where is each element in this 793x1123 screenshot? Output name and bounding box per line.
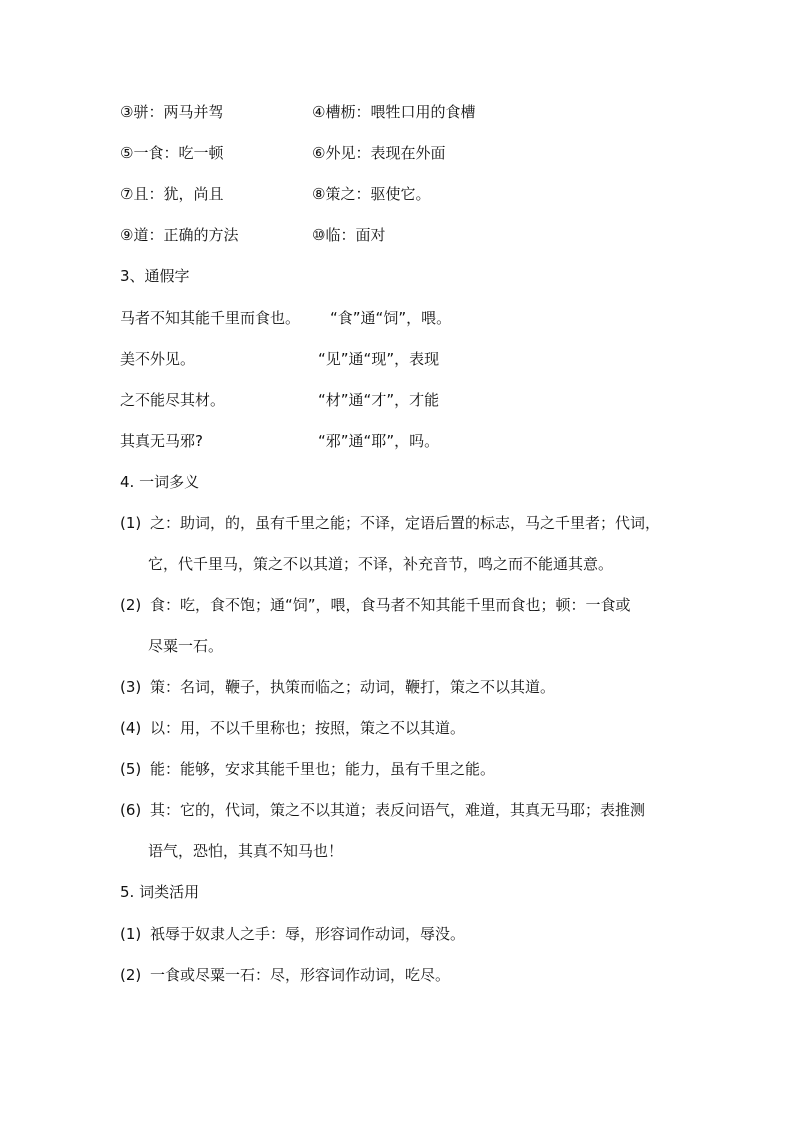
item-number: (2)	[120, 966, 142, 984]
item-number: (3)	[120, 678, 142, 696]
section-heading: 4. 一词多义	[120, 473, 200, 491]
item-number: (6)	[120, 801, 142, 819]
item-number: (1)	[120, 514, 142, 532]
item-text: 策：名词，鞭子，执策而临之；动词，鞭打，策之不以其道。	[150, 678, 556, 696]
item-text-continued: 语气，恐怕，其真不知马也！	[148, 842, 344, 860]
item-text: 食：吃，食不饱；通“饲”，喂，食马者不知其能千里而食也；顿：一食或	[150, 596, 631, 614]
item-number: (2)	[120, 596, 142, 614]
tongjia-note: “邪”通“耶”，吗。	[318, 432, 440, 450]
item-number: (1)	[120, 925, 142, 943]
item-text-continued: 尽粟一石。	[148, 637, 224, 655]
definition-left: ③骈：两马并驾	[120, 103, 224, 121]
tongjia-sentence: 马者不知其能千里而食也。	[120, 309, 301, 327]
definition-right: ⑩临：面对	[312, 226, 386, 244]
item-text-continued: 它，代千里马，策之不以其道；不译，补充音节，鸣之而不能通其意。	[148, 555, 614, 573]
section-heading: 3、通假字	[120, 267, 190, 285]
tongjia-sentence: 美不外见。	[120, 350, 196, 368]
item-text: 其：它的，代词，策之不以其道；表反问语气，难道，其真无马耶；表推测	[150, 801, 646, 819]
definition-right: ④槽枥：喂牲口用的食槽	[312, 103, 476, 121]
item-text: 以：用，不以千里称也；按照，策之不以其道。	[150, 719, 466, 737]
tongjia-note: “见”通“现”，表现	[318, 350, 440, 368]
item-text: 能：能够，安求其能千里也；能力，虽有千里之能。	[150, 760, 496, 778]
tongjia-sentence: 之不能尽其材。	[120, 391, 226, 409]
section-heading: 5. 词类活用	[120, 883, 200, 901]
item-number: (4)	[120, 719, 142, 737]
item-text: 之：助词，的，虽有千里之能；不译，定语后置的标志，马之千里者；代词，	[150, 514, 661, 532]
item-number: (5)	[120, 760, 142, 778]
tongjia-note: “食”通“饲”，喂。	[330, 309, 452, 327]
item-text: 祇辱于奴隶人之手：辱，形容词作动词，辱没。	[150, 925, 466, 943]
definition-left: ⑨道：正确的方法	[120, 226, 239, 244]
tongjia-note: “材”通“才”，才能	[318, 391, 440, 409]
item-text: 一食或尽粟一石：尽，形容词作动词，吃尽。	[150, 966, 451, 984]
definition-left: ⑦且：犹，尚且	[120, 185, 224, 203]
definition-left: ⑤一食：吃一顿	[120, 144, 224, 162]
tongjia-sentence: 其真无马邪?	[120, 432, 203, 450]
definition-right: ⑥外见：表现在外面	[312, 144, 446, 162]
definition-right: ⑧策之：驱使它。	[312, 185, 431, 203]
